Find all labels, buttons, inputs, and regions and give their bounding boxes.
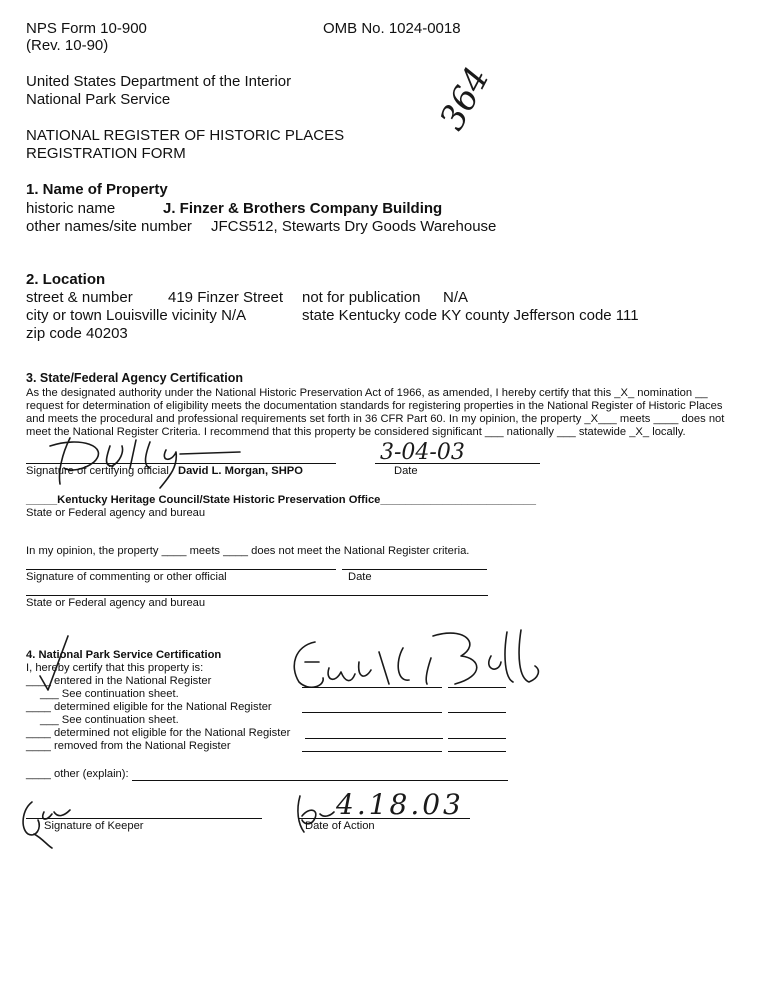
certifying-official-signature <box>40 432 260 492</box>
other-names-label: other names/site number <box>26 218 192 235</box>
commenting-signature-line <box>26 569 336 570</box>
agency-bureau-line-2 <box>26 595 488 596</box>
agency-bureau-value: _____Kentucky Heritage Council/State Historic Preservation Office_________________________ <box>26 494 536 506</box>
removed-item: ____ removed from the National Register <box>26 740 231 752</box>
entered-signature-line <box>302 687 442 688</box>
section-1-heading: 1. Name of Property <box>26 181 168 198</box>
omb-number: OMB No. 1024-0018 <box>323 20 461 37</box>
certification-paragraph-line-2: request for determination of eligibility meets the documentation standards for registering properties in the National Register of Historic Places <box>26 400 723 412</box>
not-eligible-date-line <box>448 738 506 739</box>
street-value: 419 Finzer Street <box>168 289 284 306</box>
street-label: street & number <box>26 289 133 306</box>
entered-item: ____ entered in the National Register <box>26 675 212 687</box>
date-of-action-label: Date of Action <box>305 820 375 832</box>
state-line: state Kentucky code KY county Jefferson code 111 <box>302 307 639 324</box>
form-subtitle: REGISTRATION FORM <box>26 145 186 162</box>
historic-name-value: J. Finzer & Brothers Company Building <box>163 200 443 217</box>
section-4-intro: I, hereby certify that this property is: <box>26 662 204 674</box>
other-names-value: JFCS512, Stewarts Dry Goods Warehouse <box>211 218 497 235</box>
agency-bureau-label: State or Federal agency and bureau <box>26 507 206 519</box>
zip-line: zip code 40203 <box>26 325 128 342</box>
section-2-heading: 2. Location <box>26 271 106 288</box>
certification-date-label: Date <box>394 465 418 477</box>
certifying-signature-label: Signature of certifying official <box>26 465 169 477</box>
opinion-line: In my opinion, the property ____ meets ____ does not meet the National Register criteria. <box>26 545 470 557</box>
section-4-heading: 4. National Park Service Certification <box>26 649 222 661</box>
revision: (Rev. 10-90) <box>26 37 109 54</box>
date-of-action-line <box>298 818 470 819</box>
certifying-signature-line <box>26 463 336 464</box>
continuation-item-2: ___ See continuation sheet. <box>40 714 179 726</box>
certification-paragraph-line-3: and meets the procedural and professional requirements set forth in 36 CFR Part 60. In my opinion, the property _X___ meets ____ does not <box>26 413 725 425</box>
form-number: NPS Form 10-900 <box>26 20 147 37</box>
handwritten-margin-note: 364 <box>432 60 498 137</box>
certification-paragraph-line-4: meet the National Register Criteria. I recommend that this property be considered significant ___ nationally ___ statewide _X_ locally. <box>26 426 686 438</box>
keeper-signature-label: Signature of Keeper <box>44 820 144 832</box>
entered-date-line <box>448 687 506 688</box>
certification-paragraph-line-1: As the designated authority under the National Historic Preservation Act of 1966, as amended, I hereby certify that this _X_ nomination __ <box>26 387 708 399</box>
section-3-heading: 3. State/Federal Agency Certification <box>26 371 243 385</box>
not-for-publication-label: not for publication <box>302 289 421 306</box>
other-explain-label: ____ other (explain): <box>26 768 129 780</box>
historic-name-label: historic name <box>26 200 116 217</box>
service: National Park Service <box>26 91 171 108</box>
commenting-signature-label: Signature of commenting or other official <box>26 571 227 583</box>
removed-signature-line <box>302 751 442 752</box>
removed-date-line <box>448 751 506 752</box>
not-eligible-signature-line <box>305 738 443 739</box>
commenting-date-line <box>342 569 487 570</box>
commenting-date-label: Date <box>348 571 372 583</box>
department: United States Department of the Interior <box>26 73 292 90</box>
certification-date-value: 3-04-03 <box>380 440 465 465</box>
agency-bureau-label-2: State or Federal agency and bureau <box>26 597 206 609</box>
not-for-publication-value: N/A <box>443 289 469 306</box>
certifying-official-name: David L. Morgan, SHPO <box>178 465 303 477</box>
not-eligible-item: ____ determined not eligible for the National Register <box>26 727 291 739</box>
certification-date-line <box>375 463 540 464</box>
other-explain-line <box>132 780 508 781</box>
determined-eligible-item: ____ determined eligible for the National Register <box>26 701 272 713</box>
form-title: NATIONAL REGISTER OF HISTORIC PLACES <box>26 127 345 144</box>
continuation-item-1: ___ See continuation sheet. <box>40 688 179 700</box>
keeper-signature-line <box>26 818 262 819</box>
city-line: city or town Louisville vicinity N/A <box>26 307 247 324</box>
eligible-signature-line <box>302 712 442 713</box>
eligible-date-line <box>448 712 506 713</box>
date-of-action-value: 4.18.03 <box>336 788 464 821</box>
